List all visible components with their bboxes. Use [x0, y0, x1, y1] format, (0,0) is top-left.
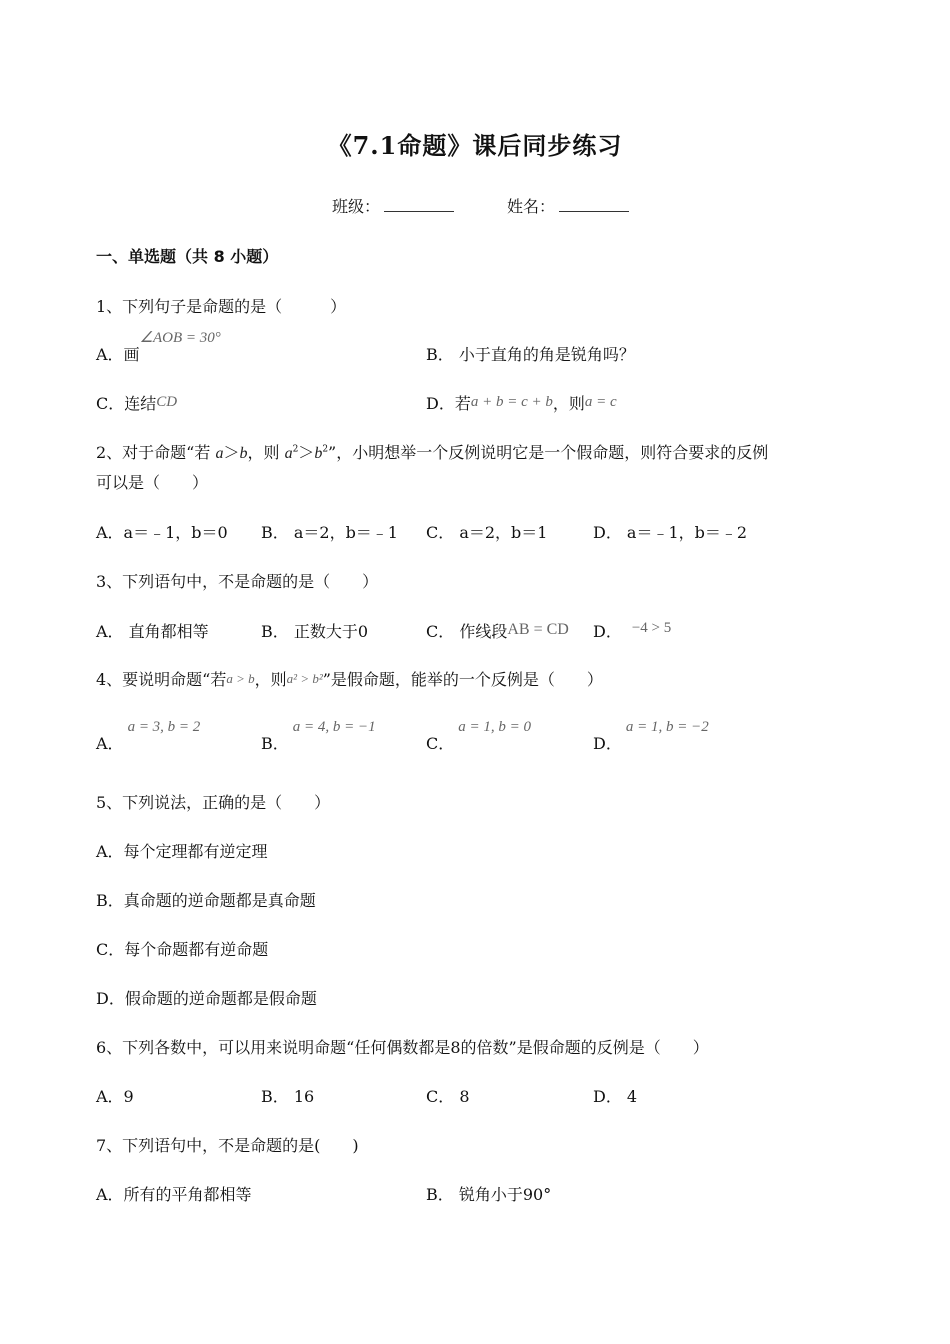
section-heading: 一、单选题（共 8 小题）: [96, 247, 279, 266]
q2-stem-line1: 2、对于命题“若 a＞b，则 $a^2>b^2$”，小明想举一个反例说明它是一个假命题，则符合要求的反例: [96, 443, 769, 462]
name-label: 姓名：: [507, 197, 556, 216]
q5-option-d: D．假命题的逆命题都是假命题: [96, 989, 317, 1008]
q7-option-b: B． 锐角小于90°: [426, 1185, 552, 1204]
q4-stem: 4、要说明命题“若a > b，则a² > b²”是假命题，能举的一个反例是（ ）: [96, 670, 603, 689]
q6-stem: 6、下列各数中，可以用来说明命题“任何偶数都是8的倍数”是假命题的反例是（ ）: [96, 1038, 709, 1057]
class-blank: [384, 197, 454, 212]
class-label: 班级：: [332, 197, 381, 216]
q1-option-d: D．若a + b = c + b，则a = c: [426, 394, 617, 413]
q6-option-c: C． 8: [426, 1087, 470, 1106]
q1-option-a: A．画∠AOB = 30°: [96, 330, 221, 364]
q2-stem-line2: 可以是（ ）: [96, 473, 209, 492]
q5-option-a: A．每个定理都有逆定理: [96, 842, 268, 861]
q3-option-c: C． 作线段AB = CD: [426, 621, 569, 641]
q1-a-math: ∠AOB = 30°: [139, 330, 221, 346]
q2-option-d: D． a＝﹣1，b＝﹣2: [593, 523, 748, 542]
q7-stem: 7、下列语句中，不是命题的是( ): [96, 1136, 359, 1155]
q2-option-a: A．a＝﹣1，b＝0: [96, 523, 228, 542]
q3-option-b: B． 正数大于0: [261, 622, 369, 641]
q6-option-b: B． 16: [261, 1087, 315, 1106]
q1-c-math: CD: [156, 394, 178, 410]
q3-stem: 3、下列语句中，不是命题的是（ ）: [96, 572, 379, 591]
q4-option-b: B．a = 4, b = −1: [261, 719, 376, 753]
q4-option-a: A．a = 3, b = 2: [96, 719, 201, 753]
q3-option-a: A． 直角都相等: [96, 622, 209, 641]
q3-option-d: D． −4 > 5: [593, 620, 672, 641]
name-blank: [559, 197, 629, 212]
q6-option-d: D． 4: [593, 1087, 638, 1106]
q1-option-b: B． 小于直角的角是锐角吗？: [426, 345, 635, 364]
q1-stem: 1、下列句子是命题的是（ ）: [96, 297, 347, 316]
q4-option-c: C．a = 1, b = 0: [426, 719, 531, 753]
q7-option-a: A．所有的平角都相等: [96, 1185, 252, 1204]
q5-option-c: C．每个命题都有逆命题: [96, 940, 269, 959]
class-field: [332, 194, 454, 217]
q1-option-c: C．连结CD: [96, 394, 178, 413]
name-field: [507, 194, 629, 217]
page-title: 《7.1命题》课后同步练习: [327, 131, 623, 160]
q5-stem: 5、下列说法，正确的是（ ）: [96, 793, 331, 812]
q3-d-math: −4 > 5: [631, 620, 672, 636]
q2-option-b: B． a＝2，b＝﹣1: [261, 523, 398, 542]
q2-option-c: C． a＝2，b＝1: [426, 523, 548, 542]
q6-option-a: A．9: [96, 1087, 134, 1106]
q3-c-math: AB = CD: [507, 621, 569, 638]
q5-option-b: B．真命题的逆命题都是真命题: [96, 891, 316, 910]
q4-option-d: D．a = 1, b = −2: [593, 719, 709, 753]
